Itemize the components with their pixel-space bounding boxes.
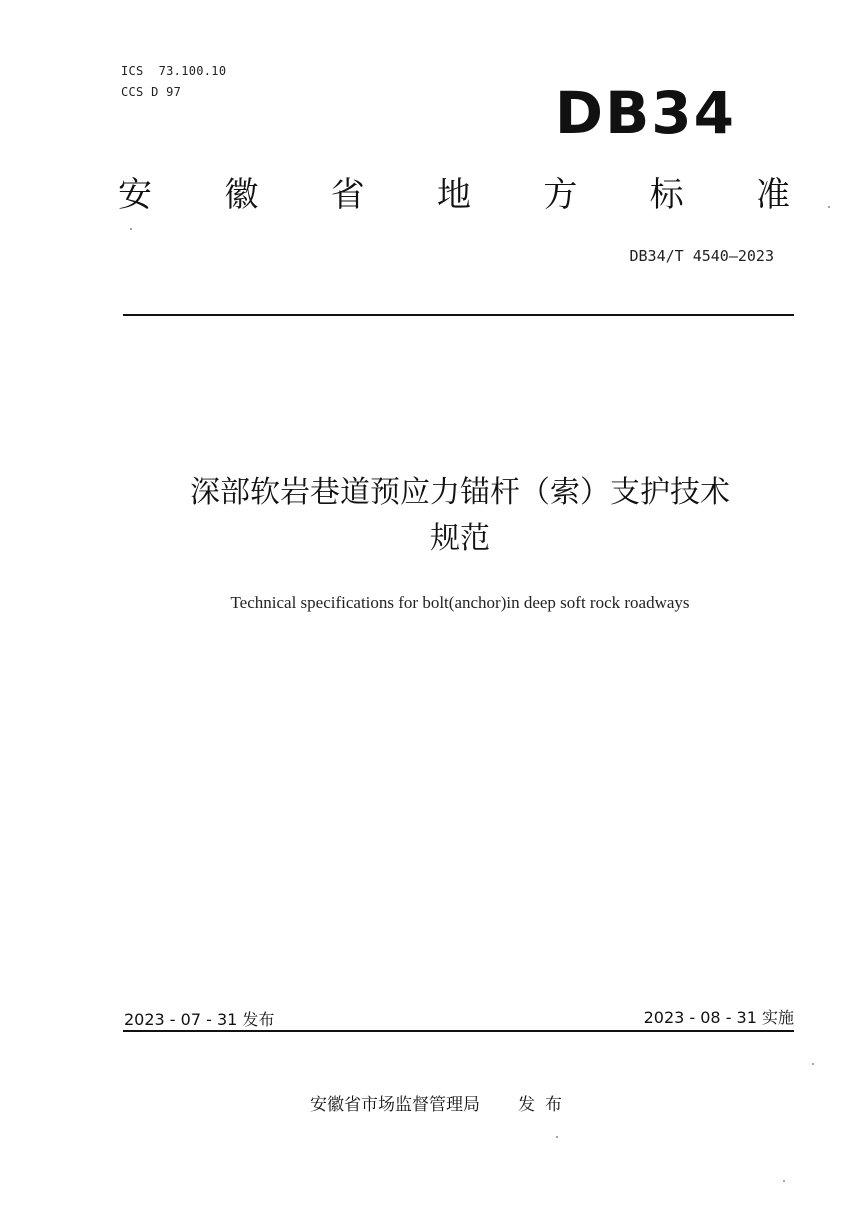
issuer-action: 发布 — [518, 1095, 572, 1115]
publish-date: 2023 - 07 - 31 发布 — [124, 1010, 275, 1029]
issuer-line — [310, 1090, 572, 1115]
ics-code: ICS 73.100.10 — [121, 64, 227, 78]
bottom-divider — [123, 1030, 794, 1032]
chinese-title-line-1: 深部软岩巷道预应力锚杆（索）支护技术 — [190, 475, 730, 510]
scan-speck — [130, 228, 132, 230]
chinese-title-line-2: 规范 — [430, 521, 490, 556]
issuer-name: 安徽省市场监督管理局 — [310, 1095, 480, 1115]
standard-number: DB34/T 4540—2023 — [629, 247, 774, 265]
scan-speck — [828, 206, 830, 208]
standard-type-heading — [118, 175, 790, 215]
standard-type-char: 徽 — [224, 175, 259, 215]
standard-type-char: 省 — [330, 175, 365, 215]
english-title: Technical specifications for bolt(anchor)in deep soft rock roadways — [230, 593, 690, 612]
standard-type-char: 安 — [118, 175, 152, 215]
effective-date: 2023 - 08 - 31 实施 — [643, 1008, 794, 1027]
standard-type-char: 方 — [543, 175, 578, 215]
standard-type-char: 地 — [436, 175, 471, 215]
top-divider — [123, 314, 794, 316]
scan-speck — [556, 1136, 558, 1138]
scan-speck — [783, 1180, 785, 1182]
chinese-title — [100, 470, 820, 562]
db34-logo: DB34 — [554, 79, 736, 147]
ccs-code: CCS D 97 — [121, 85, 182, 99]
scan-speck — [812, 1063, 814, 1065]
standard-type-char: 准 — [755, 175, 790, 215]
standard-type-char: 标 — [649, 175, 684, 215]
